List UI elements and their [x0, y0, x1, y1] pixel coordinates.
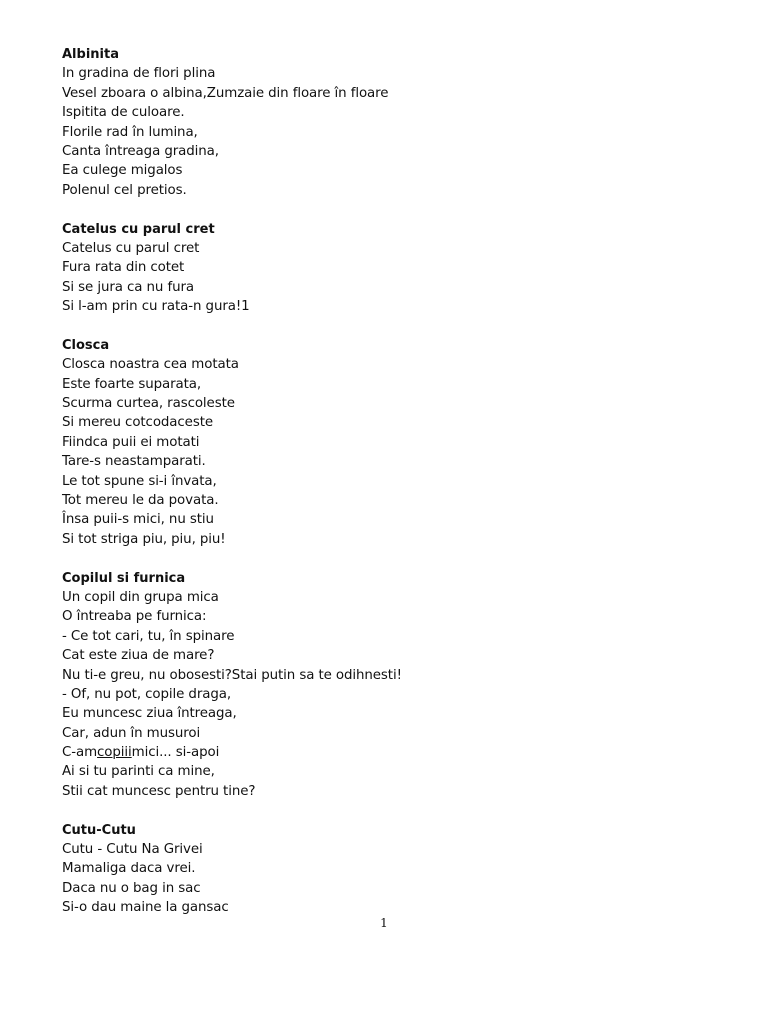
poem-line: Le tot spune si-i învata,	[62, 473, 217, 489]
poem-line: Si mereu cotcodaceste	[62, 415, 213, 431]
poem-line: Stii cat muncesc pentru tine?	[62, 783, 256, 799]
poem-title: Closca	[62, 337, 110, 353]
poem-line: Este foarte suparata,	[62, 376, 202, 392]
poem-line: Ai si tu parinti ca mine,	[62, 764, 215, 780]
poem-line: Fiindca puii ei motati	[62, 434, 200, 450]
poem-line: Însa puii-s mici, nu stiu	[62, 512, 214, 528]
poem-line: Si l-am prin cu rata-n gura!1	[62, 299, 250, 315]
poem-line: Nu ti-e greu, nu obosesti?Stai putin sa te odihnesti!	[62, 667, 402, 683]
poem-albinita	[62, 45, 722, 200]
poem-copilul-si-furnica	[62, 569, 722, 802]
document-page	[62, 45, 722, 937]
poem-title: Copilul si furnica	[62, 570, 186, 586]
poem-catelus-cu-parul-cret	[62, 220, 722, 317]
poem-line	[62, 743, 722, 762]
poem-line: Fura rata din cotet	[62, 260, 185, 276]
poem-line: - Of, nu pot, copile draga,	[62, 686, 232, 702]
poem-line: Un copil din grupa mica	[62, 589, 219, 605]
poem-line: Si tot striga piu, piu, piu!	[62, 531, 226, 547]
poem-line: Si se jura ca nu fura	[62, 279, 194, 295]
poem-line: Tot mereu le da povata.	[62, 492, 219, 508]
poem-line: Florile rad în lumina,	[62, 124, 198, 140]
poem-line: Polenul cel pretios.	[62, 182, 187, 198]
poem-line: - Ce tot cari, tu, în spinare	[62, 628, 235, 644]
poem-line: Canta întreaga gradina,	[62, 143, 219, 159]
poem-line: Closca noastra cea motata	[62, 357, 239, 373]
poem-line: Tare-s neastamparati.	[62, 454, 206, 470]
poem-closca	[62, 336, 722, 549]
line-text: C-am	[62, 745, 98, 761]
poem-line: Ea culege migalos	[62, 163, 183, 179]
poem-line: Catelus cu parul cret	[62, 240, 200, 256]
line-text: mici... si-apoi	[131, 745, 220, 761]
poem-line: Eu muncesc ziua întreaga,	[62, 706, 237, 722]
poem-line: Vesel zboara o albina,Zumzaie din floare în floare	[62, 85, 389, 101]
poem-title: Catelus cu parul cret	[62, 221, 215, 237]
poem-line: Mamaliga daca vrei.	[62, 861, 196, 877]
poem-title: Albinita	[62, 47, 119, 62]
poem-line: Scurma curtea, rascoleste	[62, 396, 235, 412]
poem-line: O întreaba pe furnica:	[62, 609, 207, 625]
poem-line: In gradina de flori plina	[62, 66, 216, 82]
poem-cutu-cutu	[62, 821, 722, 918]
poem-line: Cutu - Cutu Na Grivei	[62, 842, 203, 858]
poem-line: Cat este ziua de mare?	[62, 648, 215, 664]
page-number: 1	[380, 916, 388, 930]
poem-line: Car, adun în musuroi	[62, 725, 201, 741]
poem-line: Si-o dau maine la gansac	[62, 900, 229, 916]
underlined-word: copiii	[97, 745, 132, 761]
poem-title: Cutu-Cutu	[62, 822, 136, 838]
poem-line: Daca nu o bag in sac	[62, 880, 201, 896]
poem-line: Ispitita de culoare.	[62, 105, 185, 121]
